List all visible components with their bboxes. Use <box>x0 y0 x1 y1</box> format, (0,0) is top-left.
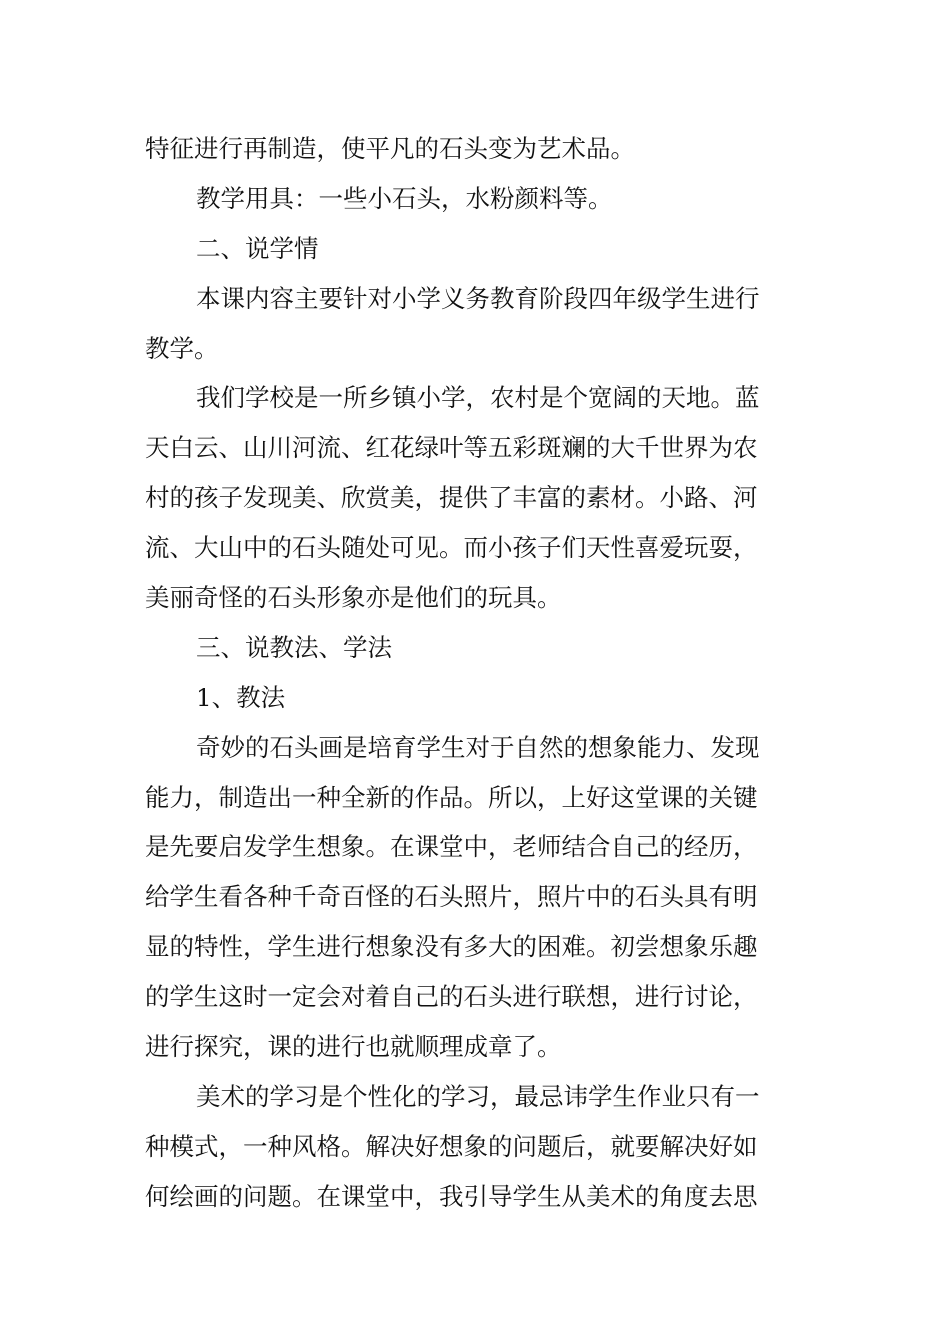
text-line: 流、大山中的石头随处可见。而小孩子们天性喜爱玩耍， <box>145 533 758 563</box>
text-line: 特征进行再制造，使平凡的石头变为艺术品。 <box>145 134 635 163</box>
text-line: 能力，制造出一种全新的作品。所以，上好这堂课的关键 <box>145 782 758 812</box>
text-line: 显的特性，学生进行想象没有多大的困难。初尝想象乐趣 <box>145 932 758 962</box>
section-heading: 二、说学情 <box>196 233 319 263</box>
text-line: 教学用具：一些小石头，水粉颜料等。 <box>196 183 613 213</box>
text-line: 美术的学习是个性化的学习，最忌讳学生作业只有一 <box>196 1081 760 1111</box>
section-heading: 三、说教法、学法 <box>196 632 392 662</box>
text-line: 美丽奇怪的石头形象亦是他们的玩具。 <box>145 583 562 613</box>
text-line: 的学生这时一定会对着自己的石头进行联想，进行讨论， <box>145 982 758 1012</box>
text-line: 是先要启发学生想象。在课堂中，老师结合自己的经历， <box>145 832 758 862</box>
text-line: 天白云、山川河流、红花绿叶等五彩斑斓的大千世界为农 <box>145 433 758 463</box>
text-line: 给学生看各种千奇百怪的石头照片，照片中的石头具有明 <box>145 882 758 912</box>
text-line: 进行探究，课的进行也就顺理成章了。 <box>145 1032 562 1062</box>
text-line: 教学。 <box>145 333 219 363</box>
text-line: 本课内容主要针对小学义务教育阶段四年级学生进行 <box>196 283 760 313</box>
text-line: 种模式，一种风格。解决好想象的问题后，就要解决好如 <box>145 1131 758 1161</box>
text-line: 我们学校是一所乡镇小学，农村是个宽阔的天地。蓝 <box>196 383 760 413</box>
text-line: 村的孩子发现美、欣赏美，提供了丰富的素材。小路、河 <box>145 483 758 513</box>
subsection-heading: 1、教法 <box>196 682 286 712</box>
text-line: 奇妙的石头画是培育学生对于自然的想象能力、发现 <box>196 732 760 762</box>
document-body <box>145 124 810 1222</box>
text-line: 何绘画的问题。在课堂中，我引导学生从美术的角度去思 <box>145 1181 758 1211</box>
